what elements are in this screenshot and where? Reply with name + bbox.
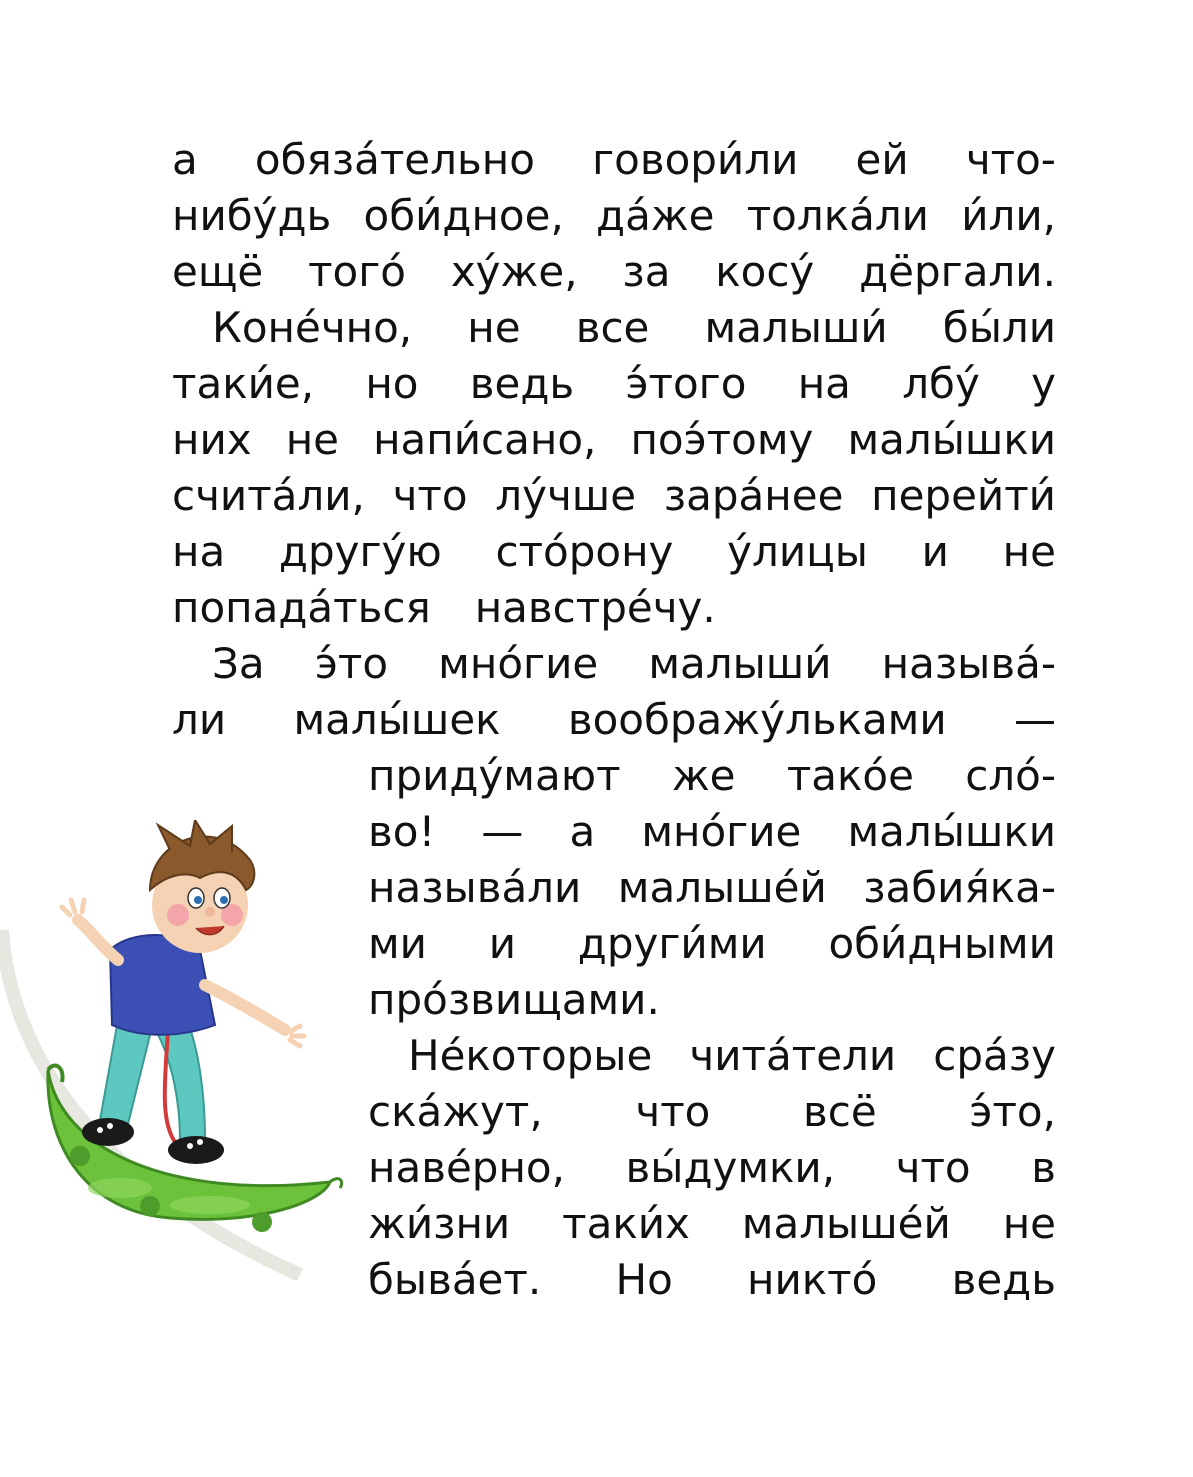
word: малыши́ bbox=[648, 639, 832, 688]
word: говори́ли bbox=[592, 135, 799, 184]
text-line bbox=[172, 132, 1056, 188]
word: толка́ли bbox=[746, 191, 929, 240]
word: что bbox=[895, 1143, 971, 1192]
word: тако́е bbox=[786, 751, 914, 800]
word: Не́которые bbox=[408, 1031, 653, 1080]
word: у bbox=[1031, 359, 1056, 408]
word: забия́ка- bbox=[863, 863, 1056, 912]
word: таки́х bbox=[562, 1199, 690, 1248]
word: того́ bbox=[308, 247, 406, 296]
word: на bbox=[797, 359, 851, 408]
word: ми bbox=[368, 919, 427, 968]
text-line bbox=[172, 188, 1056, 244]
word: жи́зни bbox=[368, 1199, 511, 1248]
word: малыше́й bbox=[741, 1199, 951, 1248]
text-line bbox=[408, 1028, 1056, 1084]
word: нибу́дь bbox=[172, 191, 332, 240]
word: да́же bbox=[596, 191, 715, 240]
word: други́ми bbox=[577, 919, 767, 968]
word: малыши́ bbox=[704, 303, 888, 352]
word: же bbox=[671, 751, 736, 800]
word: навстре́чу. bbox=[474, 583, 716, 632]
text-line bbox=[212, 636, 1056, 692]
word: ска́жут, bbox=[368, 1087, 543, 1136]
word: ведь bbox=[951, 1255, 1056, 1304]
word: э́то, bbox=[969, 1087, 1056, 1136]
word: зара́нее bbox=[663, 471, 844, 520]
word: мно́гие bbox=[438, 639, 599, 688]
word: бы́ли bbox=[942, 303, 1056, 352]
word: но bbox=[365, 359, 419, 408]
word: обяза́тельно bbox=[254, 135, 535, 184]
word: и́ли, bbox=[961, 191, 1056, 240]
word: малы́шек bbox=[293, 695, 501, 744]
word: сло́- bbox=[965, 751, 1056, 800]
word: что bbox=[635, 1087, 711, 1136]
word: них bbox=[172, 415, 252, 464]
word: и bbox=[488, 919, 517, 968]
word: дёргали. bbox=[859, 247, 1056, 296]
text-line bbox=[368, 860, 1056, 916]
text-line bbox=[172, 468, 1056, 524]
word: не bbox=[1002, 527, 1056, 576]
word: про́звищами. bbox=[368, 975, 660, 1024]
word: вы́думки, bbox=[625, 1143, 836, 1192]
word: попада́ться bbox=[172, 583, 431, 632]
word: не bbox=[1002, 1199, 1056, 1248]
text-line bbox=[212, 300, 1056, 356]
word: — bbox=[481, 807, 524, 856]
word: оби́дными bbox=[828, 919, 1056, 968]
word: ей bbox=[855, 135, 909, 184]
word: быва́ет. bbox=[368, 1255, 542, 1304]
word: все bbox=[575, 303, 650, 352]
word: за bbox=[622, 247, 671, 296]
word: а bbox=[569, 807, 596, 856]
word: малы́шки bbox=[847, 807, 1056, 856]
word: а bbox=[172, 135, 198, 184]
word: малыше́й bbox=[617, 863, 827, 912]
word: называ́ли bbox=[368, 863, 582, 912]
text-line bbox=[368, 1084, 1056, 1140]
word: в bbox=[1031, 1143, 1056, 1192]
word: — bbox=[1013, 695, 1056, 744]
text-line bbox=[172, 692, 1056, 748]
word: называ́- bbox=[881, 639, 1056, 688]
word: у́лицы bbox=[727, 527, 868, 576]
word: За bbox=[212, 639, 265, 688]
word: ведь bbox=[469, 359, 575, 408]
text-line bbox=[172, 580, 1056, 636]
word: на bbox=[172, 527, 226, 576]
word: таки́е, bbox=[172, 359, 315, 408]
text-line bbox=[172, 356, 1056, 412]
word: приду́мают bbox=[368, 751, 621, 800]
text-line bbox=[172, 524, 1056, 580]
text-line bbox=[368, 1140, 1056, 1196]
word: не bbox=[285, 415, 340, 464]
word: во! bbox=[368, 807, 436, 856]
text-line bbox=[368, 1196, 1056, 1252]
word: Коне́чно, bbox=[212, 303, 413, 352]
word: ли bbox=[172, 695, 227, 744]
word: поэ́тому bbox=[630, 415, 814, 464]
word: ещё bbox=[172, 247, 264, 296]
text-line bbox=[368, 804, 1056, 860]
word: никто́ bbox=[747, 1255, 878, 1304]
word: чита́тели bbox=[689, 1031, 897, 1080]
word: и bbox=[921, 527, 949, 576]
text-line bbox=[172, 244, 1056, 300]
word: воображу́льками bbox=[567, 695, 947, 744]
word: другу́ю bbox=[278, 527, 442, 576]
text-line bbox=[368, 748, 1056, 804]
text-line bbox=[368, 1252, 1056, 1308]
boy-skateboard-illustration bbox=[0, 820, 360, 1280]
word: что- bbox=[965, 135, 1056, 184]
text-line bbox=[368, 972, 1056, 1028]
word: наве́рно, bbox=[368, 1143, 565, 1192]
word: э́того bbox=[625, 359, 747, 408]
word: косу́ bbox=[715, 247, 815, 296]
text-line bbox=[368, 916, 1056, 972]
word: мно́гие bbox=[641, 807, 802, 856]
word: лу́чше bbox=[495, 471, 637, 520]
word: э́то bbox=[314, 639, 389, 688]
word: лбу́ bbox=[902, 359, 980, 408]
word: оби́дное, bbox=[363, 191, 564, 240]
word: Но bbox=[615, 1255, 673, 1304]
word: сто́рону bbox=[495, 527, 674, 576]
word: что bbox=[392, 471, 468, 520]
word: не bbox=[467, 303, 521, 352]
word: перейти́ bbox=[871, 471, 1056, 520]
word: ху́же, bbox=[450, 247, 578, 296]
word: малы́шки bbox=[847, 415, 1056, 464]
word: сра́зу bbox=[933, 1031, 1056, 1080]
word: счита́ли, bbox=[172, 471, 365, 520]
word: напи́сано, bbox=[373, 415, 597, 464]
word: всё bbox=[803, 1087, 877, 1136]
text-line bbox=[172, 412, 1056, 468]
